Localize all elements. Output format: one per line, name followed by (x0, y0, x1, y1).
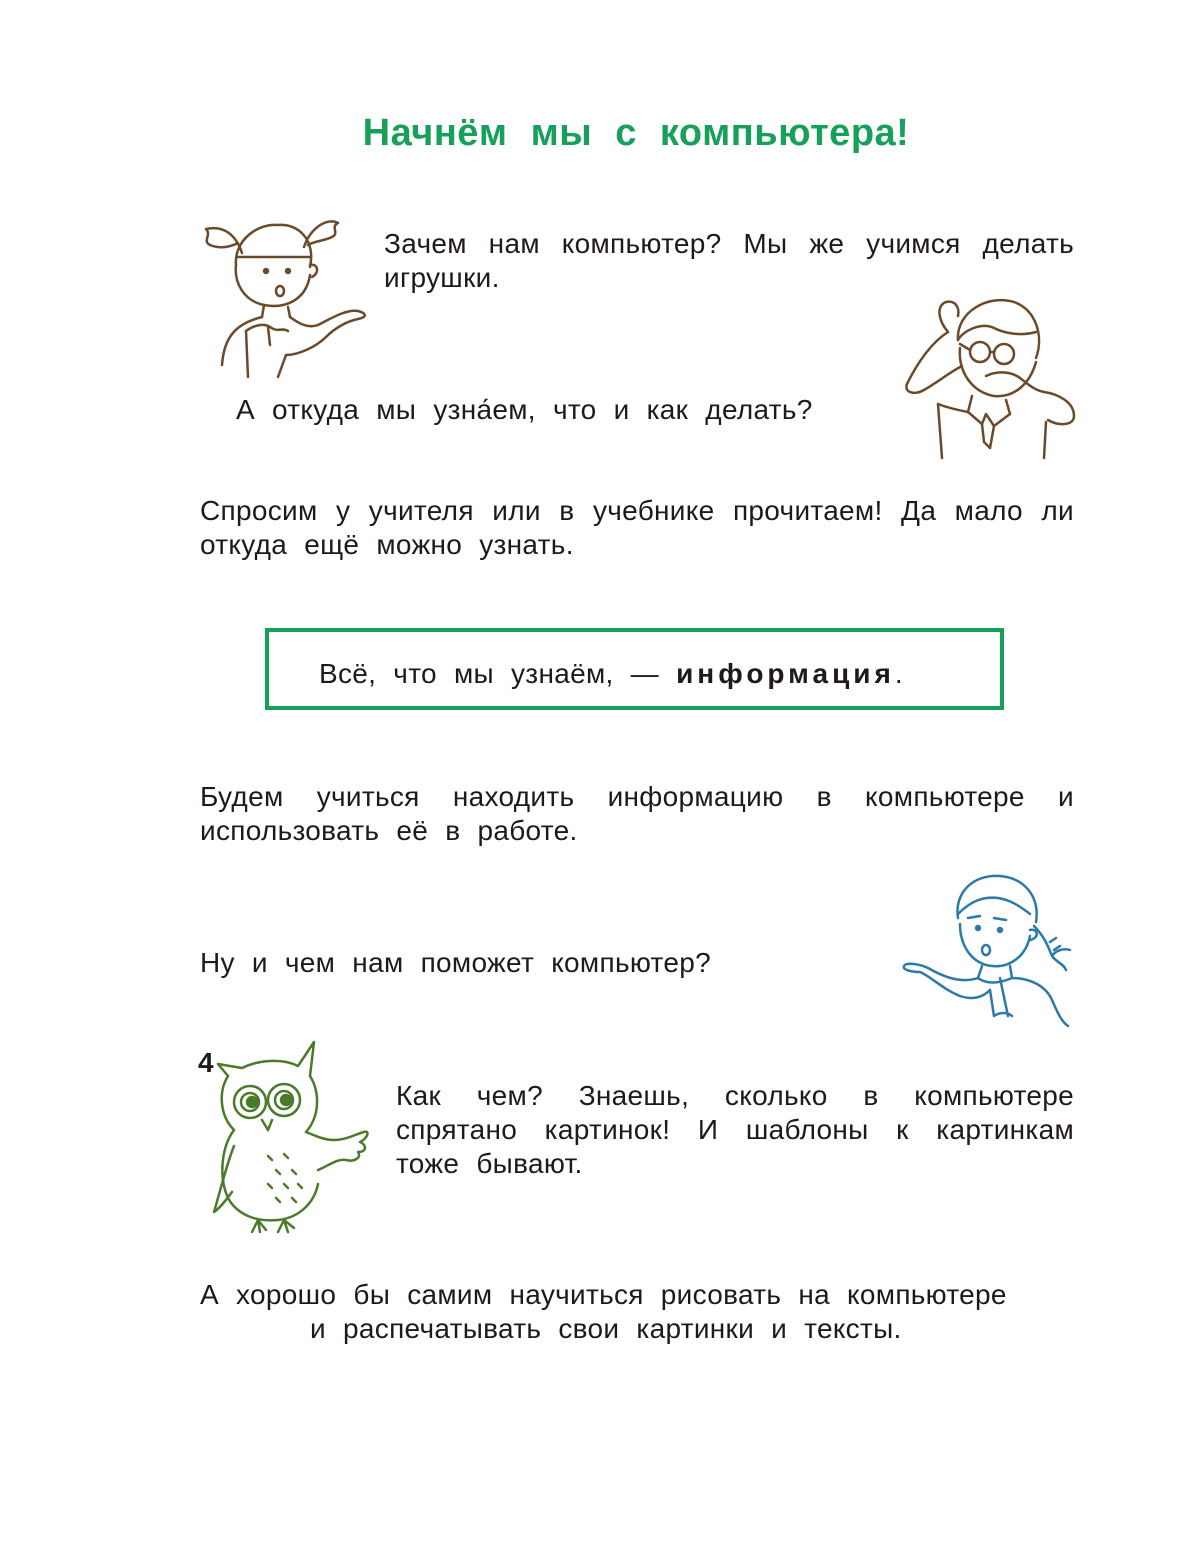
page-title: Начнём мы с компьютера! (362, 112, 910, 154)
paragraph-learn-to-find: Будем учиться находить информацию в компьютере и использовать её в работе. (200, 781, 1074, 846)
page-number: 4 (198, 1047, 214, 1078)
paragraph-girl-question: Зачем нам компьютер? Мы же учимся делать игрушки. (384, 228, 1074, 293)
definition-suffix: . (894, 658, 903, 689)
definition-term: информация (676, 658, 895, 689)
girl-with-braid-icon (900, 866, 1080, 1036)
girl-with-pigtails-icon (198, 205, 378, 385)
definition-text (319, 657, 903, 691)
definition-prefix: Всё, что мы узнаём, — (319, 658, 659, 689)
paragraph-closing-line-1: А хорошо бы самим научиться рисовать на компьютере (200, 1279, 1007, 1310)
paragraph-ask-teacher: Спросим у учителя или в учебнике прочитаем! Да мало ли откуда ещё можно узнать. (200, 495, 1074, 560)
paragraph-how-computer-helps: Ну и чем нам поможет компьютер? (200, 947, 711, 978)
boy-with-glasses-icon (898, 292, 1078, 462)
owl-icon (198, 1036, 378, 1236)
definition-box (265, 628, 1004, 710)
paragraph-boy-question: А откуда мы узна́ем, что и как делать? (236, 394, 813, 425)
paragraph-closing-line-2: и распечатывать свои картинки и тексты. (310, 1313, 902, 1344)
paragraph-owl-answer: Как чем? Знаешь, сколько в компьютере спрятано картинок! И шаблоны к картинкам тоже бывают. (396, 1080, 1074, 1179)
